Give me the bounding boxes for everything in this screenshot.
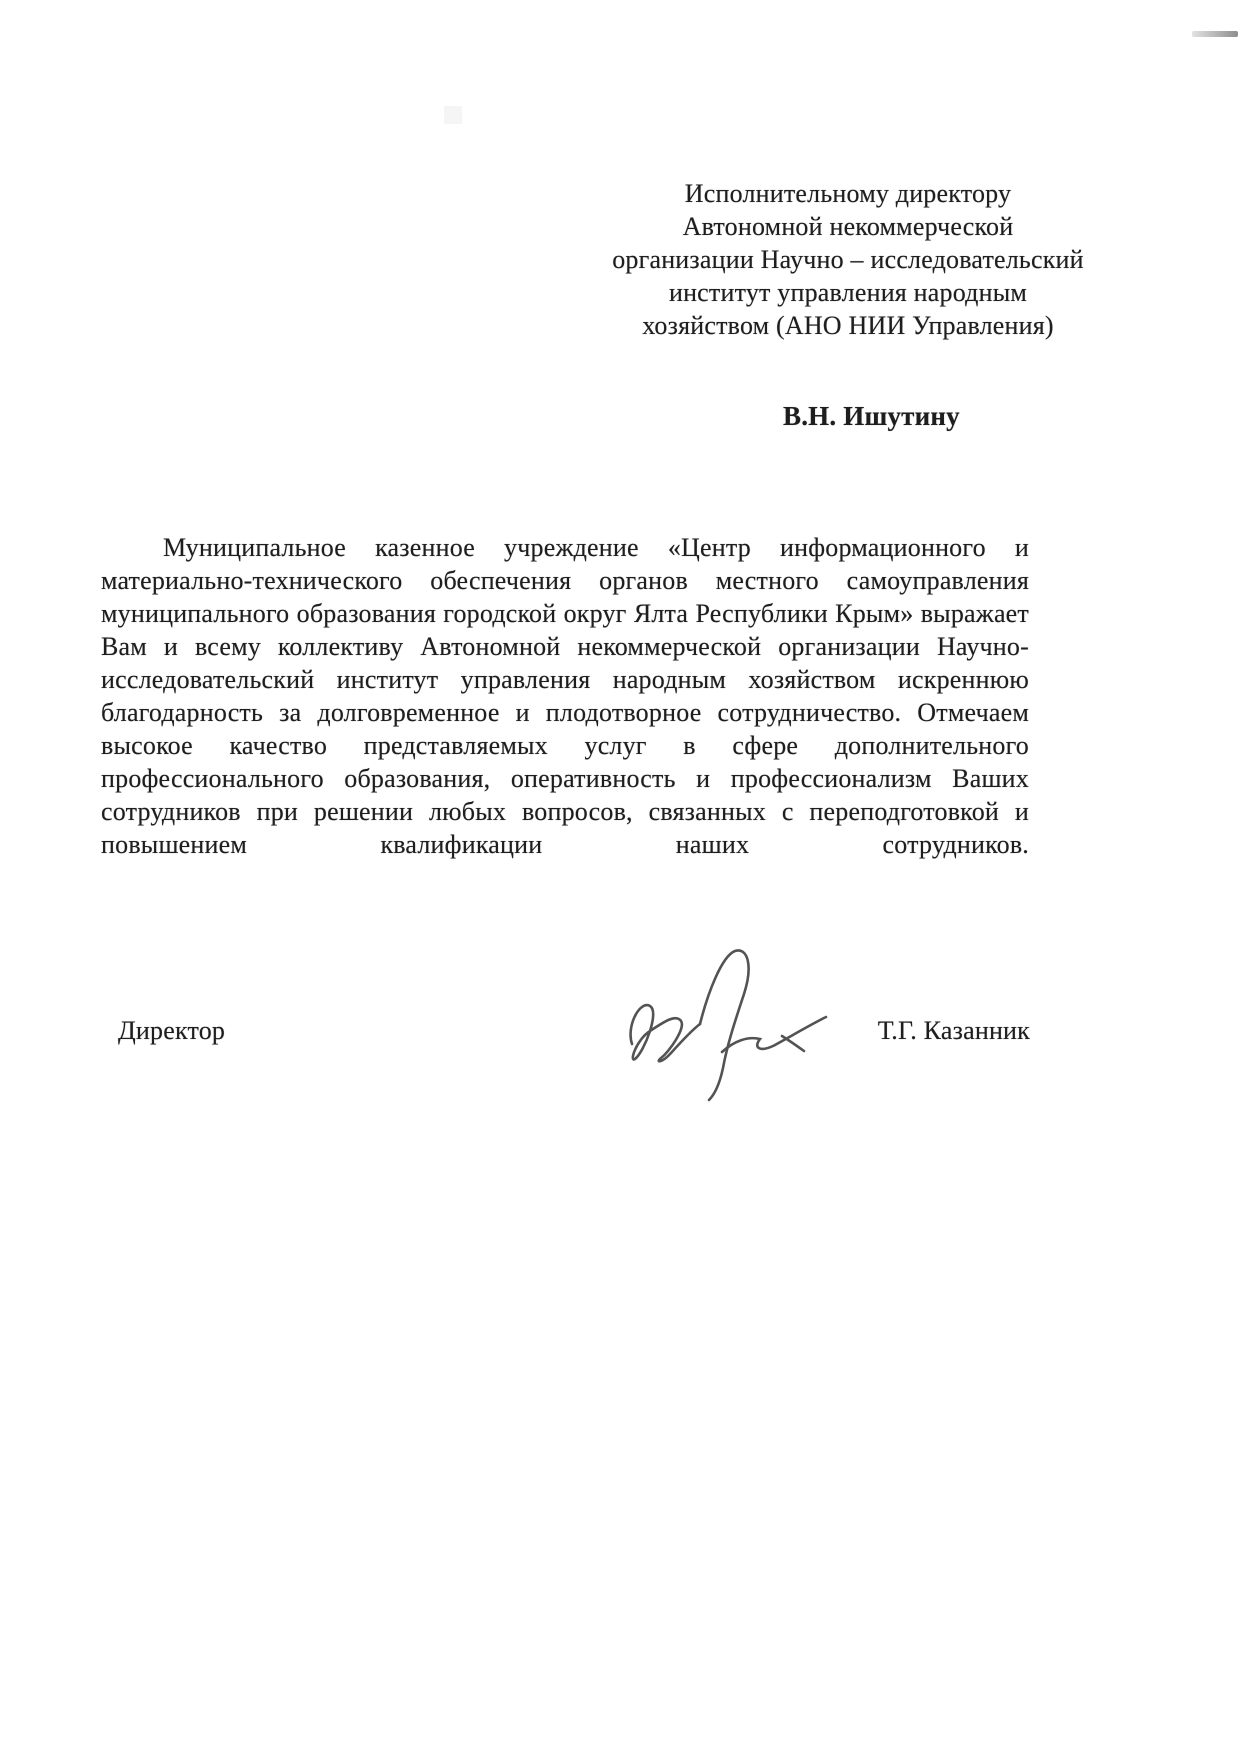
body-line: высокое качество представляемых услуг в сфере дополнительного	[101, 731, 1029, 760]
body-line: благодарность за долговременное и плодотворное сотрудничество. Отмечаем	[101, 698, 1029, 727]
body-line: Муниципальное казенное учреждение «Центр информационного и	[163, 533, 1029, 562]
recipient-line: организации Научно – исследовательский	[612, 245, 1084, 274]
signer-title: Директор	[118, 1016, 226, 1045]
body-line: исследовательский институт управления народным хозяйством искреннюю	[101, 665, 1029, 694]
addressee-name: В.Н. Ишутину	[783, 401, 960, 431]
body-line: материально-технического обеспечения органов местного самоуправления	[101, 566, 1029, 595]
scan-artifact-smudge	[444, 106, 462, 124]
recipient-line: институт управления народным	[668, 278, 1028, 307]
recipient-line: хозяйством (АНО НИИ Управления)	[642, 311, 1054, 340]
recipient-line: Исполнительному директору	[684, 179, 1012, 208]
body-paragraph	[101, 531, 1029, 861]
body-line: профессионального образования, оперативность и профессионализм Ваших	[101, 764, 1029, 793]
signer-name: Т.Г. Казанник	[877, 1016, 1030, 1045]
body-line: муниципального образования городской округ Ялта Республики Крым» выражает	[101, 599, 1029, 628]
body-line: Вам и всему коллективу Автономной некоммерческой организации Научно-	[101, 632, 1029, 661]
recipient-block	[578, 177, 1118, 342]
scan-artifact-dash	[1192, 31, 1238, 37]
recipient-line: Автономной некоммерческой	[682, 212, 1014, 241]
body-line: повышением квалификации наших сотрудников.	[101, 830, 1029, 859]
body-line: сотрудников при решении любых вопросов, связанных с переподготовкой и	[101, 797, 1029, 826]
